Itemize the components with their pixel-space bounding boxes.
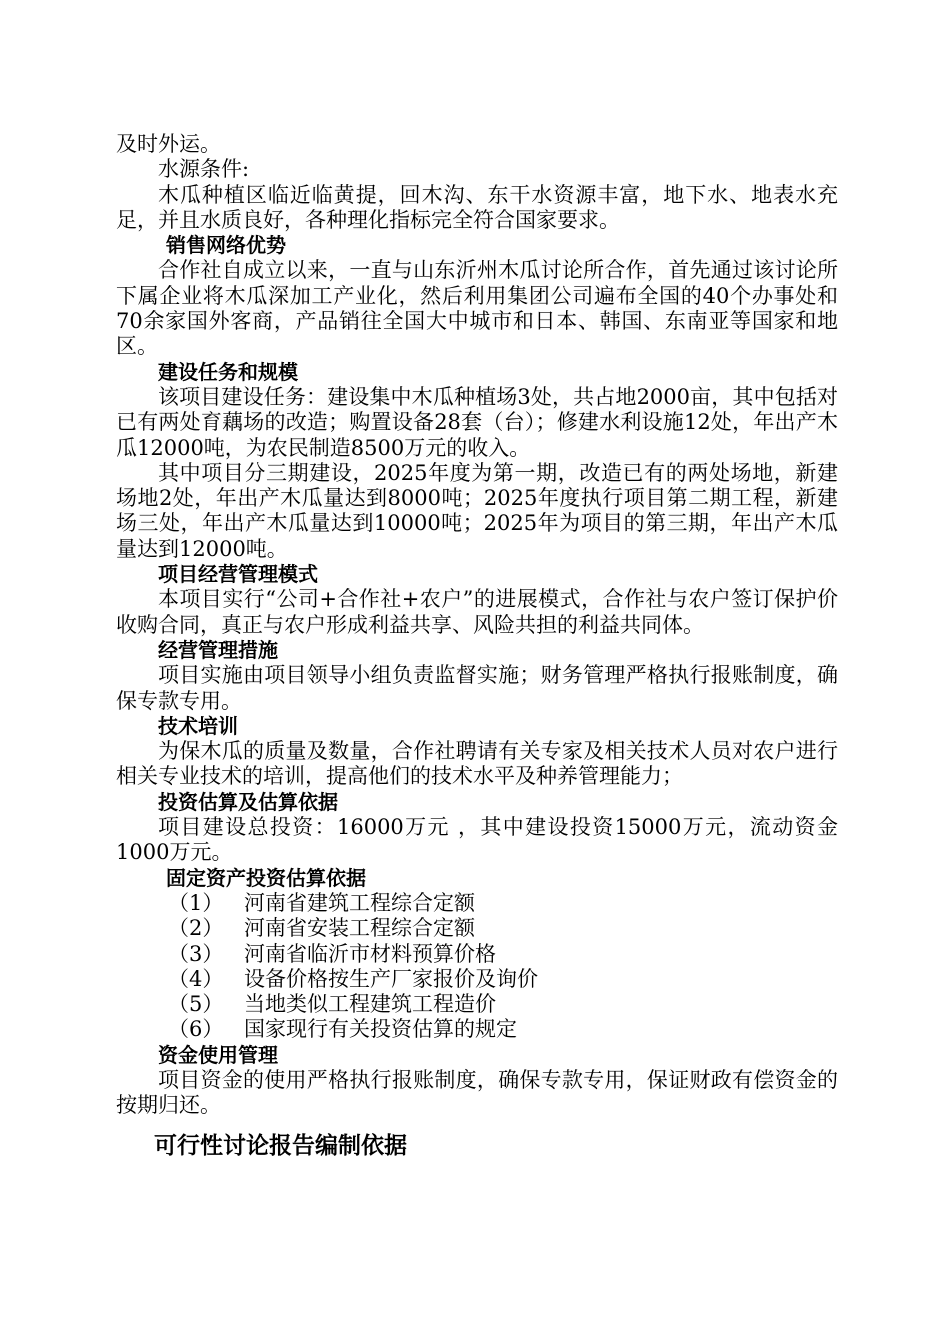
list-item: [116, 1017, 838, 1042]
technical-training-paragraph: 为保木瓜的质量及数量，合作社聘请有关专家及相关技术人员对农户进行相关专业技术的培训，提高他们的技术水平及种养管理能力；: [116, 739, 838, 789]
list-item-text: 河南省建筑工程综合定额: [244, 890, 475, 915]
list-item-text: 设备价格按生产厂家报价及询价: [244, 966, 538, 991]
heading-construction-task: 建设任务和规模: [158, 359, 298, 384]
list-item-text: 当地类似工程建筑工程造价: [244, 992, 496, 1017]
heading-fixed-asset-basis: 固定资产投资估算依据: [166, 865, 366, 890]
management-measures-paragraph: 项目实施由项目领导小组负责监督实施；财务管理严格执行报账制度，确保专款专用。: [116, 663, 838, 713]
list-item: [116, 916, 838, 941]
list-item: [116, 967, 838, 992]
list-item-text: 国家现行有关投资估算的规定: [244, 1017, 517, 1042]
list-item-text: 河南省临沂市材料预算价格: [244, 941, 496, 966]
list-item: [116, 891, 838, 916]
investment-estimate-paragraph: 项目建设总投资：16000万元 ，其中建设投资15000万元，流动资金1000万元。: [116, 815, 838, 865]
list-item-number: （4）: [168, 966, 224, 991]
construction-task-paragraph-1: 该项目建设任务：建设集中木瓜种植场3处，共占地2000亩，其中包括对已有两处育藕场的改造；购置设备28套（台）；修建水利设施12处，年出产木瓜12000吨，为农民制造8500万元的收入。: [116, 384, 838, 460]
heading-funds-management: 资金使用管理: [158, 1042, 278, 1067]
management-mode-paragraph: 本项目实行“公司+合作社+农户”的进展模式，合作社与农户签订保护价收购合同，真正与农户形成利益共享、风险共担的利益共同体。: [116, 587, 838, 637]
document-page: [116, 132, 838, 1161]
list-item-number: （1）: [168, 890, 224, 915]
heading-sales-network: 销售网络优势: [166, 233, 286, 258]
list-item-number: （3）: [168, 941, 224, 966]
list-item: [116, 942, 838, 967]
list-item-number: （6）: [168, 1017, 224, 1042]
water-conditions-label: 水源条件:: [158, 157, 250, 182]
paragraph-continuation: 及时外运。: [116, 132, 221, 156]
heading-technical-training: 技术培训: [158, 713, 238, 738]
list-item: [116, 992, 838, 1017]
construction-task-paragraph-2: 其中项目分三期建设，2025年度为第一期，改造已有的两处场地，新建场地2处，年出产木瓜量达到8000吨；2025年度执行项目第二期工程，新建场三处，年出产木瓜量达到10000吨；2025年为项目的第三期，年出产木瓜量达到12000吨。: [116, 460, 838, 561]
list-item-number: （2）: [168, 916, 224, 941]
funds-management-paragraph: 项目资金的使用严格执行报账制度，确保专款专用，保证财政有偿资金的按期归还。: [116, 1067, 838, 1118]
heading-investment-estimate: 投资估算及估算依据: [158, 789, 338, 814]
list-item-text: 河南省安装工程综合定额: [244, 916, 475, 941]
section-spacer: [116, 1119, 838, 1131]
water-conditions-paragraph: 木瓜种植区临近临黄提，回木沟、东干水资源丰富，地下水、地表水充足，并且水质良好，各种理化指标完全符合国家要求。: [116, 182, 838, 232]
sales-network-paragraph: 合作社自成立以来，一直与山东沂州木瓜讨论所合作，首先通过该讨论所下属企业将木瓜深加工产业化，然后利用集团公司遍布全国的40个办事处和70余家国外客商，产品销往全国大中城市和日本、韩国、东南亚等国家和地区。: [116, 258, 838, 359]
heading-management-measures: 经营管理措施: [158, 637, 278, 662]
heading-report-basis: 可行性讨论报告编制依据: [154, 1132, 407, 1159]
list-item-number: （5）: [168, 992, 224, 1017]
heading-management-mode: 项目经营管理模式: [158, 562, 318, 587]
fixed-asset-basis-list: [116, 891, 838, 1043]
